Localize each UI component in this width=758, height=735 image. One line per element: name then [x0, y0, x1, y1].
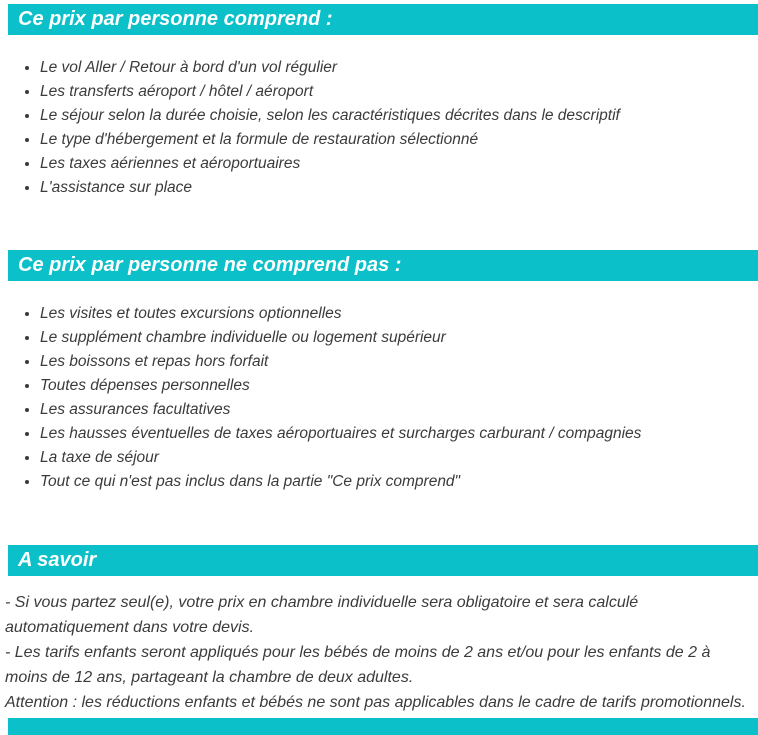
price-excludes-list — [0, 302, 748, 494]
section-title-price-excludes: Ce prix par personne ne comprend pas : — [18, 254, 402, 276]
list-item: • Les taxes aériennes et aéroportuaires — [40, 152, 748, 176]
list-item: • Le vol Aller / Retour à bord d'un vol régulier — [40, 56, 748, 80]
price-details-page — [0, 4, 758, 715]
section-title-good-to-know: A savoir — [18, 549, 97, 571]
note-paragraph: - Les tarifs enfants seront appliqués pour les bébés de moins de 2 ans et/ou pour les enfants de 2 à moins de 12 ans, partageant la chambre de deux adultes. — [5, 644, 711, 686]
section-header-price-includes — [8, 4, 758, 35]
list-item: • Les transferts aéroport / hôtel / aéroport — [40, 80, 748, 104]
list-item: • Les hausses éventuelles de taxes aéroportuaires et surcharges carburant / compagnies — [40, 422, 748, 446]
good-to-know-notes — [5, 590, 750, 715]
list-item: • Le supplément chambre individuelle ou logement supérieur — [40, 326, 748, 350]
section-title-price-includes: Ce prix par personne comprend : — [18, 8, 333, 30]
list-item: • Les visites et toutes excursions optionnelles — [40, 302, 748, 326]
list-item: • Les assurances facultatives — [40, 398, 748, 422]
list-item: • Le séjour selon la durée choisie, selon les caractéristiques décrites dans le descriptif — [40, 104, 748, 128]
note-paragraph: - Si vous partez seul(e), votre prix en chambre individuelle sera obligatoire et sera calculé automatiquement dans votre devis. — [5, 594, 639, 636]
list-item: • La taxe de séjour — [40, 446, 748, 470]
list-item: • Toutes dépenses personnelles — [40, 374, 748, 398]
list-item: • Tout ce qui n'est pas inclus dans la partie "Ce prix comprend" — [40, 470, 748, 494]
list-item: • Le type d'hébergement et la formule de restauration sélectionné — [40, 128, 748, 152]
section-header-price-excludes — [8, 250, 758, 281]
section-header-good-to-know — [8, 545, 758, 576]
list-item: • Les boissons et repas hors forfait — [40, 350, 748, 374]
note-paragraph: Attention : les réductions enfants et bébés ne sont pas applicables dans le cadre de tarifs promotionnels. — [5, 694, 746, 711]
footer-bar — [8, 718, 758, 735]
price-includes-list — [0, 56, 748, 200]
list-item: • L'assistance sur place — [40, 176, 748, 200]
